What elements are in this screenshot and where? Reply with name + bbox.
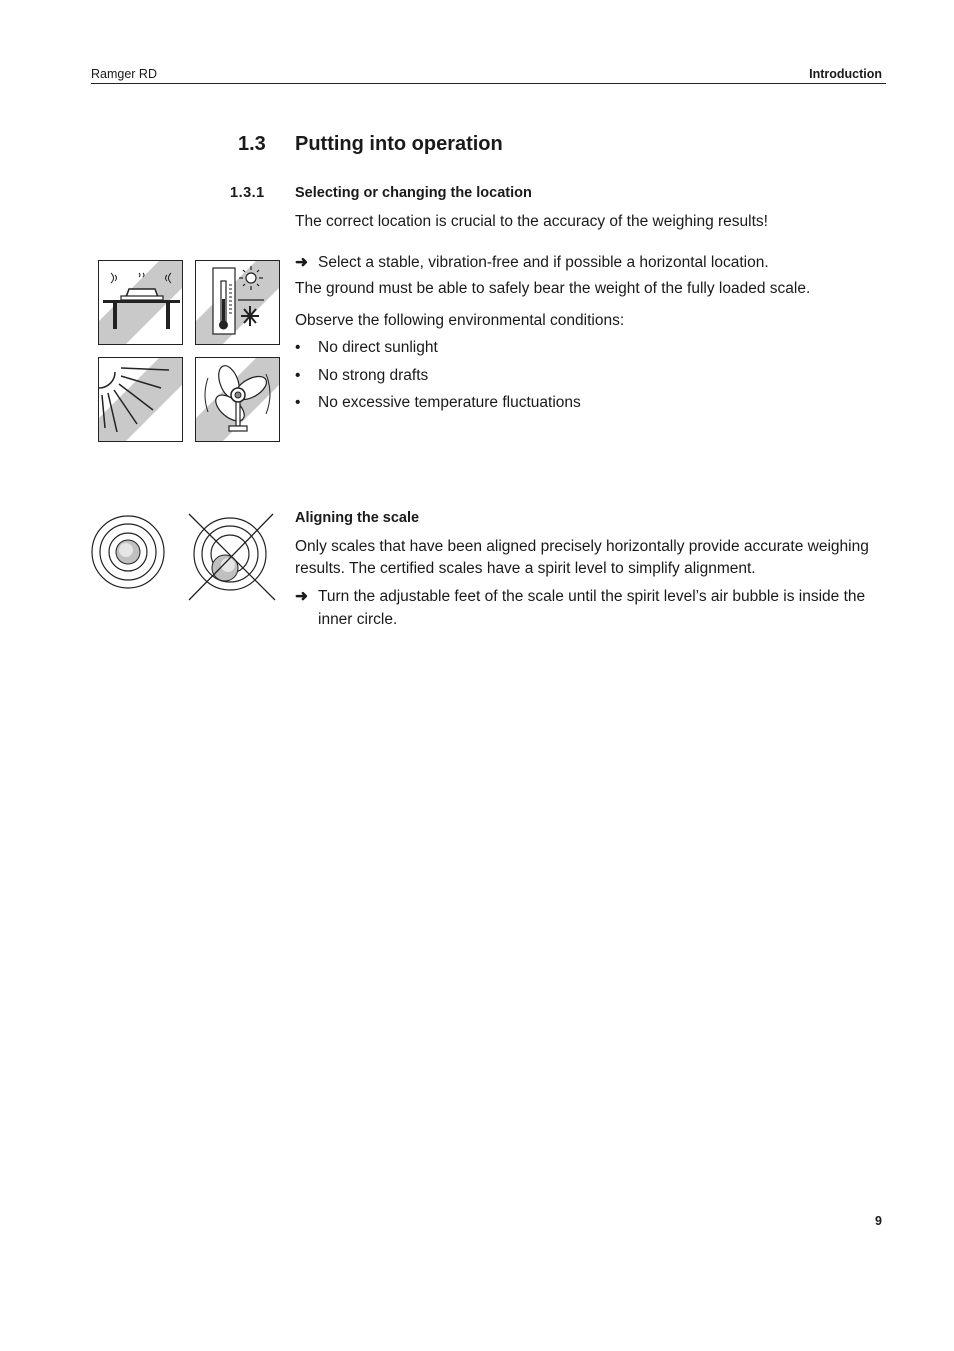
spirit-level-incorrect-icon (187, 512, 277, 602)
temperature-icon (195, 260, 280, 345)
aligning-text: Only scales that have been aligned precisely horizontally provide accurate weighing results. The certified scales have a spirit level to simplify alignment. (295, 538, 869, 577)
aligning-instruction (295, 585, 880, 631)
header-divider (91, 83, 886, 84)
aligning-title: Aligning the scale (295, 510, 420, 526)
list-item: • No strong drafts (295, 365, 428, 387)
list-item: • No direct sunlight (295, 337, 438, 359)
vibration-icon (98, 260, 183, 345)
location-instruction-text: Select a stable, vibration-free and if possible a horizontal location. (318, 254, 769, 271)
arrow-icon: ➜ (295, 588, 308, 605)
bullet-icon: • (295, 367, 301, 384)
conditions-intro: Observe the following environmental conditions: (295, 312, 625, 329)
location-instruction (295, 251, 880, 274)
section-number: 1.3 (238, 133, 266, 155)
header-product-name: Ramger RD (91, 67, 157, 81)
subsection-title: Selecting or changing the location (295, 185, 532, 201)
arrow-icon: ➜ (295, 254, 308, 271)
subsection-number: 1.3.1 (230, 185, 265, 201)
location-intro: The correct location is crucial to the accuracy of the weighing results! (295, 213, 768, 230)
bullet-icon: • (295, 339, 301, 356)
list-item: • No excessive temperature fluctuations (295, 392, 581, 414)
aligning-instruction-text: Turn the adjustable feet of the scale until the spirit level’s air bubble is inside the inner circle. (318, 588, 866, 628)
page-number: 9 (875, 1214, 882, 1228)
spirit-level-correct-icon (90, 514, 166, 590)
fan-draft-icon (195, 357, 280, 442)
ground-note: The ground must be able to safely bear the weight of the fully loaded scale. (295, 280, 811, 297)
header-chapter-title: Introduction (809, 67, 882, 81)
section-title: Putting into operation (295, 133, 503, 155)
sunlight-icon (98, 357, 183, 442)
bullet-icon: • (295, 394, 301, 411)
